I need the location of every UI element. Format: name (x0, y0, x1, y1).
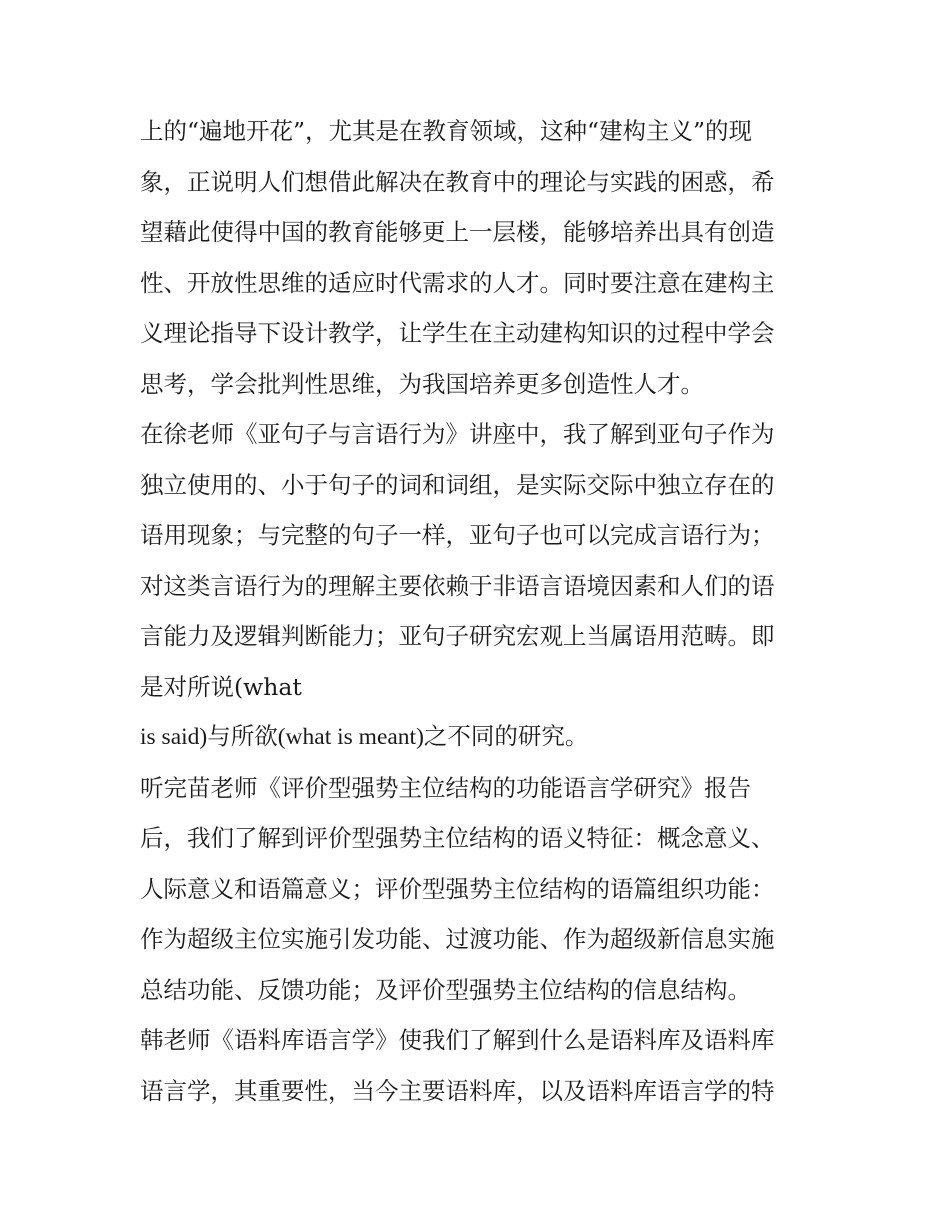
document-body (140, 106, 812, 1116)
text-line: 思考，学会批判性思维，为我国培养更多创造性人才。 (140, 369, 704, 398)
text-line: 义理论指导下设计教学，让学生在主动建构知识的过程中学会 (140, 319, 775, 347)
text-line: 韩老师《语料库语言学》使我们了解到什么是语料库及语料库 (140, 1026, 775, 1054)
text-line: 听完苗老师《评价型强势主位结构的功能语言学研究》报告 (140, 773, 751, 802)
text-line: 人际意义和语篇意义；评价型强势主位结构的语篇组织功能： (140, 874, 775, 903)
text-line: 是对所说(what (140, 672, 302, 701)
text-line: 象，正说明人们想借此解决在教育中的理论与实践的困惑，希 (140, 167, 775, 196)
text-line: 在徐老师《亚句子与言语行为》讲座中，我了解到亚句子作为 (140, 420, 775, 448)
text-line: 语言学，其重要性，当今主要语料库，以及语料库语言学的特 (140, 1076, 775, 1105)
text-line: is said)与所欲(what is meant)之不同的研究。 (140, 724, 589, 750)
text-line: 作为超级主位实施引发功能、过渡功能、作为超级新信息实施 (140, 925, 775, 953)
text-line: 上的“遍地开花”，尤其是在教育领域，这种“建构主义”的现 (140, 117, 753, 145)
text-line: 性、开放性思维的适应时代需求的人才。同时要注意在建构主 (140, 268, 775, 297)
text-line: 独立使用的、小于句子的词和词组，是实际交际中独立存在的 (140, 470, 775, 499)
text-line: 总结功能、反馈功能；及评价型强势主位结构的信息结构。 (140, 975, 751, 1004)
text-line: 语用现象；与完整的句子一样，亚句子也可以完成言语行为； (140, 521, 775, 549)
text-line: 对这类言语行为的理解主要依赖于非语言语境因素和人们的语 (140, 571, 775, 600)
text-line: 望藉此使得中国的教育能够更上一层楼，能够培养出具有创造 (140, 218, 775, 246)
text-line: 言能力及逻辑判断能力；亚句子研究宏观上当属语用范畴。即 (140, 622, 775, 650)
text-line: 后，我们了解到评价型强势主位结构的语义特征：概念意义、 (140, 824, 775, 852)
